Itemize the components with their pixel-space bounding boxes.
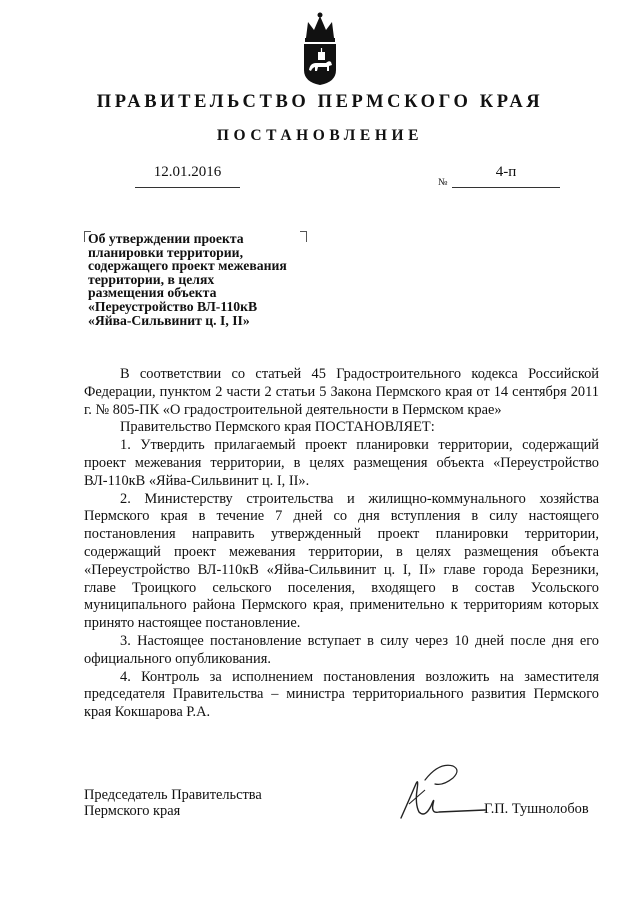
date-underline	[135, 187, 240, 188]
resolution-statement: Правительство Пермского края ПОСТАНОВЛЯЕТ:	[120, 419, 435, 436]
perm-krai-coat-of-arms-icon	[296, 8, 344, 86]
clause-2: 2. Министерству строительства и жилищно-коммунального хозяйства Пермского края в течение 7 дней со дня вступления в силу настоящего постановления направить утвержденный проект планировки территории, содержащий проект межевания территории, в целях размещения объекта «Переустройство ВЛ-110кВ «Яйва-Сильвинит ц. I, II» главе города Березники, главе Троицкого сельского поселения, входящего в состав Усольского муниципального района Пермского края, применительно к территориям которых принято настоящее постановление.	[84, 490, 599, 632]
document-body	[84, 366, 599, 722]
preamble-paragraph: В соответствии со статьей 45 Градостроительного кодекса Российской Федерации, пунктом 2 части 2 статьи 5 Закона Пермского края от 14 сентября 2011 г. № 805-ПК «О градостроительной деятельности в Пермском крае»	[84, 366, 599, 418]
document-number: 4-п	[495, 164, 517, 180]
clause-3: 3. Настоящее постановление вступает в силу через 10 дней после дня его официального опубликования.	[84, 632, 599, 667]
document-date: 12.01.2016	[153, 164, 222, 180]
signatory-position: Председатель Правительства Пермского края	[84, 787, 262, 819]
handwritten-signature-icon	[395, 760, 495, 822]
clause-1: 1. Утвердить прилагаемый проект планировки территории, содержащий проект межевания территории, в целях размещения объекта «Переустройство ВЛ-110кВ «Яйва-Сильвинит ц. I, II».	[84, 437, 599, 489]
subject-title: Об утверждении проекта планировки территории, содержащего проект межевания территории, в целях размещения объекта «Переустройство ВЛ-110кВ «Яйва-Сильвинит ц. I, II»	[88, 231, 287, 328]
government-name: ПРАВИТЕЛЬСТВО ПЕРМСКОГО КРАЯ	[96, 92, 544, 112]
document-type: ПОСТАНОВЛЕНИЕ	[216, 127, 424, 144]
clause-4: 4. Контроль за исполнением постановления возложить на заместителя председателя Правительства – министра территориального развития Пермского края Кокшарова Р.А.	[84, 668, 599, 721]
number-underline	[452, 187, 560, 188]
number-label: №	[438, 177, 448, 188]
signatory-name: Г.П. Тушнолобов	[484, 801, 589, 817]
